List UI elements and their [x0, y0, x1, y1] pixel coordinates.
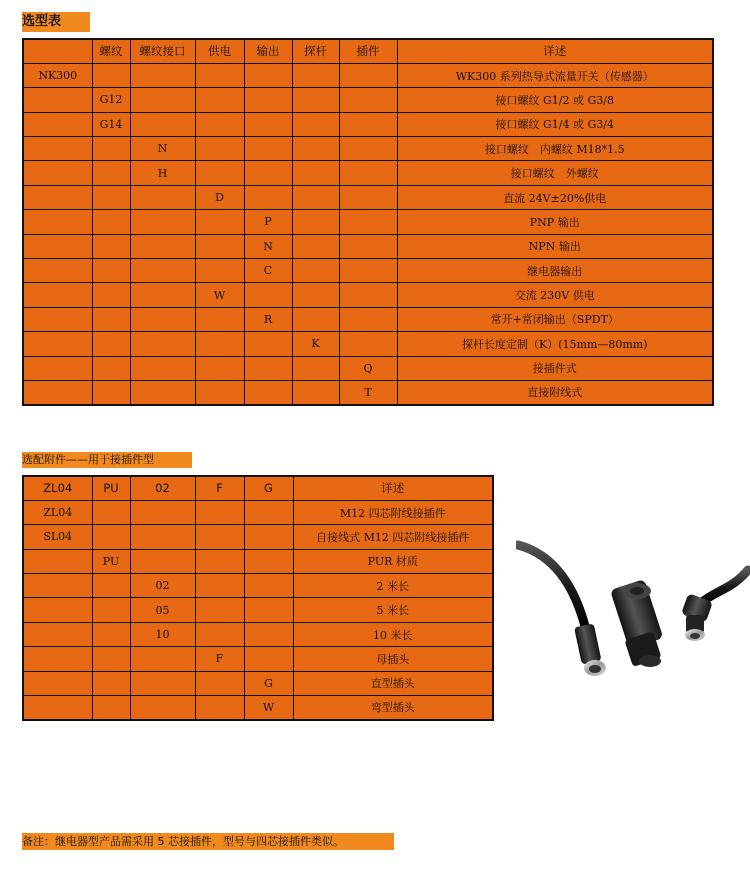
code-cell: [130, 112, 195, 136]
code-cell: [292, 259, 339, 283]
code-cell: [130, 671, 195, 695]
code-cell: [195, 161, 244, 185]
code-cell: [195, 307, 244, 331]
code-cell: [244, 88, 292, 112]
code-cell: N: [244, 234, 292, 258]
code-cell: [195, 332, 244, 356]
code-cell: [339, 88, 397, 112]
code-cell: [92, 283, 130, 307]
header-cell: ZL04: [23, 476, 92, 500]
code-cell: K: [292, 332, 339, 356]
code-cell: [339, 234, 397, 258]
code-cell: [23, 356, 92, 380]
code-cell: [23, 283, 92, 307]
code-cell: [92, 696, 130, 720]
code-cell: [92, 356, 130, 380]
code-cell: [195, 622, 244, 646]
description-cell: WK300 系列热导式流量开关（传感器）: [397, 63, 713, 87]
code-cell: [23, 234, 92, 258]
code-cell: [292, 234, 339, 258]
code-cell: [195, 137, 244, 161]
table-row: [23, 696, 493, 720]
description-cell: 弯型插头: [293, 696, 493, 720]
code-cell: [130, 210, 195, 234]
code-cell: [92, 234, 130, 258]
code-cell: G14: [92, 112, 130, 136]
code-cell: [244, 525, 293, 549]
code-cell: [244, 161, 292, 185]
code-cell: [92, 161, 130, 185]
code-cell: ZL04: [23, 500, 92, 524]
code-cell: [23, 671, 92, 695]
code-cell: W: [244, 696, 293, 720]
straight-plug-left: [574, 623, 606, 676]
description-cell: 10 米长: [293, 622, 493, 646]
code-cell: [23, 88, 92, 112]
description-cell: 直流 24V±20%供电: [397, 185, 713, 209]
description-cell: NPN 输出: [397, 234, 713, 258]
table-row: [23, 112, 713, 136]
code-cell: [292, 112, 339, 136]
code-cell: [195, 696, 244, 720]
code-cell: C: [244, 259, 292, 283]
code-cell: R: [244, 307, 292, 331]
code-cell: [244, 574, 293, 598]
code-cell: [195, 259, 244, 283]
header-cell: 螺纹接口: [130, 39, 195, 63]
code-cell: [339, 307, 397, 331]
code-cell: [92, 525, 130, 549]
description-cell: 5 米长: [293, 598, 493, 622]
code-cell: 10: [130, 622, 195, 646]
code-cell: [339, 259, 397, 283]
code-cell: SL04: [23, 525, 92, 549]
code-cell: [292, 63, 339, 87]
table-row: [23, 161, 713, 185]
code-cell: [195, 574, 244, 598]
code-cell: [23, 137, 92, 161]
code-cell: [130, 283, 195, 307]
code-cell: [195, 598, 244, 622]
table-header-row: [23, 476, 493, 500]
description-cell: 接口螺纹 外螺纹: [397, 161, 713, 185]
code-cell: [195, 63, 244, 87]
header-cell: 供电: [195, 39, 244, 63]
code-cell: NK300: [23, 63, 92, 87]
code-cell: [244, 185, 292, 209]
description-cell: 接口螺纹 G1/4 或 G3/4: [397, 112, 713, 136]
description-cell: 母插头: [293, 647, 493, 671]
table-row: [23, 525, 493, 549]
code-cell: [130, 332, 195, 356]
table-row: [23, 185, 713, 209]
code-cell: [23, 332, 92, 356]
description-cell: 接口螺纹 内螺纹 M18*1.5: [397, 137, 713, 161]
table-row: [23, 622, 493, 646]
code-cell: [92, 332, 130, 356]
code-cell: [244, 63, 292, 87]
code-cell: [23, 622, 92, 646]
code-cell: [244, 500, 293, 524]
code-cell: PU: [92, 549, 130, 573]
code-cell: T: [339, 380, 397, 404]
code-cell: [92, 671, 130, 695]
code-cell: [92, 137, 130, 161]
connector-cable-photo: [516, 535, 750, 705]
code-cell: [130, 696, 195, 720]
table-row: [23, 598, 493, 622]
code-cell: [195, 380, 244, 404]
table-row: [23, 137, 713, 161]
code-cell: [92, 185, 130, 209]
code-cell: [130, 500, 195, 524]
table-row: [23, 500, 493, 524]
table-row: [23, 549, 493, 573]
header-cell: 02: [130, 476, 195, 500]
description-cell: 直接附线式: [397, 380, 713, 404]
code-cell: [195, 500, 244, 524]
code-cell: [292, 380, 339, 404]
code-cell: [23, 549, 92, 573]
code-cell: [92, 307, 130, 331]
table-row: [23, 88, 713, 112]
code-cell: G: [244, 671, 293, 695]
code-cell: 05: [130, 598, 195, 622]
code-cell: [23, 598, 92, 622]
code-cell: [244, 549, 293, 573]
table-row: [23, 283, 713, 307]
table-row: [23, 332, 713, 356]
code-cell: N: [130, 137, 195, 161]
code-cell: [195, 88, 244, 112]
code-cell: [339, 332, 397, 356]
table-row: [23, 234, 713, 258]
code-cell: [339, 137, 397, 161]
table-row: [23, 647, 493, 671]
code-cell: [23, 647, 92, 671]
code-cell: [244, 622, 293, 646]
header-cell: 详述: [397, 39, 713, 63]
code-cell: [130, 88, 195, 112]
code-cell: [244, 112, 292, 136]
code-cell: [292, 210, 339, 234]
description-cell: 交流 230V 供电: [397, 283, 713, 307]
table-row: [23, 259, 713, 283]
code-cell: [23, 259, 92, 283]
description-cell: 继电器输出: [397, 259, 713, 283]
code-cell: G12: [92, 88, 130, 112]
code-cell: H: [130, 161, 195, 185]
table-header-row: [23, 39, 713, 63]
header-cell: 探杆: [292, 39, 339, 63]
accessory-subtitle: 选配附件——用于接插件型: [22, 452, 192, 468]
code-cell: [195, 234, 244, 258]
code-cell: [195, 356, 244, 380]
table-row: [23, 671, 493, 695]
code-cell: [130, 307, 195, 331]
code-cell: P: [244, 210, 292, 234]
code-cell: [130, 185, 195, 209]
code-cell: [92, 210, 130, 234]
code-cell: [244, 283, 292, 307]
code-cell: [92, 574, 130, 598]
description-cell: 直型插头: [293, 671, 493, 695]
code-cell: [292, 283, 339, 307]
code-cell: [92, 259, 130, 283]
description-cell: PUR 材质: [293, 549, 493, 573]
code-cell: [195, 671, 244, 695]
header-cell: 输出: [244, 39, 292, 63]
description-cell: M12 四芯附线接插件: [293, 500, 493, 524]
code-cell: [23, 380, 92, 404]
header-cell: G: [244, 476, 293, 500]
code-cell: [195, 525, 244, 549]
code-cell: [92, 380, 130, 404]
code-cell: D: [195, 185, 244, 209]
code-cell: [244, 356, 292, 380]
code-cell: [244, 380, 292, 404]
description-cell: 常开+常闭输出（SPDT）: [397, 307, 713, 331]
code-cell: [23, 574, 92, 598]
description-cell: PNP 输出: [397, 210, 713, 234]
header-cell: [23, 39, 92, 63]
table-row: [23, 574, 493, 598]
code-cell: [195, 549, 244, 573]
code-cell: [130, 380, 195, 404]
code-cell: [92, 63, 130, 87]
code-cell: [292, 356, 339, 380]
code-cell: [339, 112, 397, 136]
description-cell: 探杆长度定制（K）(15mm—80mm): [397, 332, 713, 356]
description-cell: 接插件式: [397, 356, 713, 380]
code-cell: W: [195, 283, 244, 307]
code-cell: F: [195, 647, 244, 671]
table-row: [23, 210, 713, 234]
header-cell: PU: [92, 476, 130, 500]
code-cell: [339, 185, 397, 209]
socket-connector-middle: [610, 579, 663, 667]
code-cell: 02: [130, 574, 195, 598]
code-cell: [292, 88, 339, 112]
page-title: 选型表: [22, 12, 90, 32]
code-cell: [130, 259, 195, 283]
code-cell: [292, 185, 339, 209]
selection-table: [22, 38, 714, 406]
table-row: [23, 356, 713, 380]
code-cell: [292, 137, 339, 161]
code-cell: [23, 112, 92, 136]
footnote: 备注：继电器型产品需采用 5 芯接插件，型号与四芯接插件类似。: [22, 833, 394, 850]
code-cell: [292, 161, 339, 185]
code-cell: [244, 137, 292, 161]
code-cell: [130, 647, 195, 671]
header-cell: 详述: [293, 476, 493, 500]
code-cell: [92, 647, 130, 671]
code-cell: [195, 112, 244, 136]
code-cell: [23, 210, 92, 234]
code-cell: [92, 622, 130, 646]
code-cell: [23, 185, 92, 209]
header-cell: 螺纹: [92, 39, 130, 63]
code-cell: [130, 356, 195, 380]
table-row: [23, 63, 713, 87]
description-cell: 自接线式 M12 四芯附线接插件: [293, 525, 493, 549]
code-cell: [244, 647, 293, 671]
code-cell: [23, 696, 92, 720]
table-row: [23, 380, 713, 404]
code-cell: [130, 234, 195, 258]
code-cell: [244, 598, 293, 622]
code-cell: [92, 500, 130, 524]
code-cell: [130, 63, 195, 87]
code-cell: [130, 525, 195, 549]
table-row: [23, 307, 713, 331]
header-cell: 插件: [339, 39, 397, 63]
description-cell: 2 米长: [293, 574, 493, 598]
code-cell: Q: [339, 356, 397, 380]
code-cell: [292, 307, 339, 331]
code-cell: [339, 283, 397, 307]
angled-plug-right: [681, 593, 713, 641]
code-cell: [339, 63, 397, 87]
code-cell: [92, 598, 130, 622]
code-cell: [339, 210, 397, 234]
accessory-table: [22, 475, 494, 721]
code-cell: [339, 161, 397, 185]
code-cell: [244, 332, 292, 356]
code-cell: [23, 161, 92, 185]
header-cell: F: [195, 476, 244, 500]
code-cell: [23, 307, 92, 331]
description-cell: 接口螺纹 G1/2 或 G3/8: [397, 88, 713, 112]
code-cell: [130, 549, 195, 573]
code-cell: [195, 210, 244, 234]
